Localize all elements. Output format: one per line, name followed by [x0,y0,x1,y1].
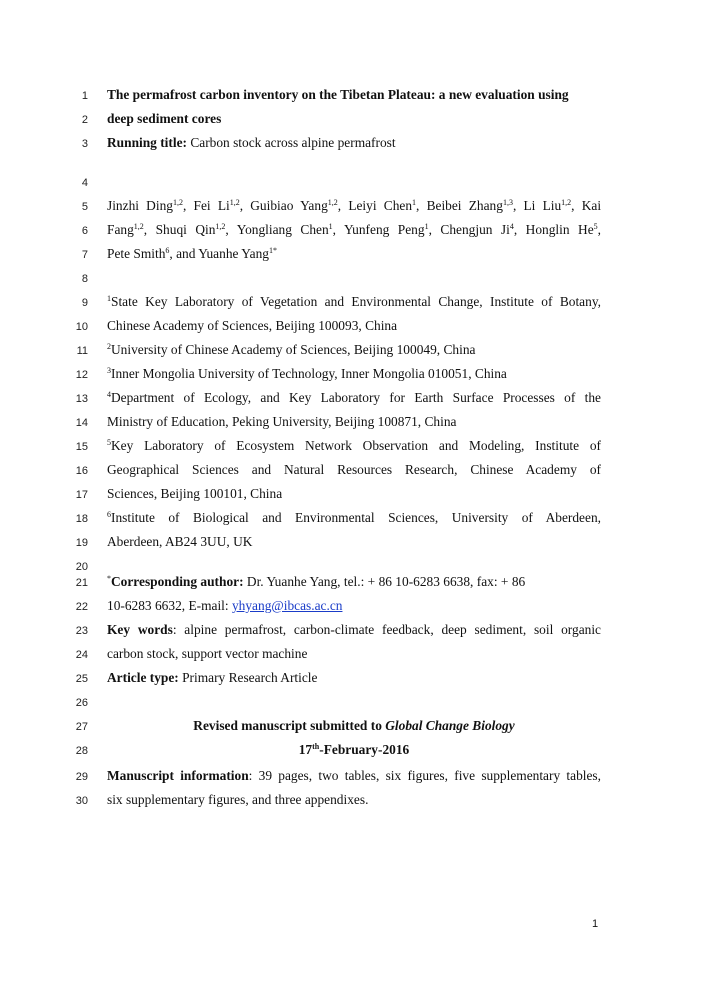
manuscript-info-line-1: Manuscript information: 39 pages, two tables, six figures, five supplementary tables, [107,768,601,783]
article-type: Article type: Primary Research Article [107,670,318,685]
submission-statement: Revised manuscript submitted to Global Change Biology [193,718,515,733]
keywords-line-2: carbon stock, support vector machine [107,646,308,661]
line-number: 11 [76,345,88,357]
keywords-line-1: Key words: alpine permafrost, carbon-climate feedback, deep sediment, soil organic [107,622,602,637]
line-1 [0,86,707,110]
line-28 [0,741,707,765]
line-number: 24 [75,649,88,661]
line-29 [0,767,707,791]
author: Chengjun Ji$^4$ [440,222,514,237]
line-4 [0,173,707,197]
author: Li Liu$^{1,2}$ [523,198,572,213]
line-9 [0,293,707,317]
line-number: 15 [75,441,88,453]
line-18 [0,509,707,533]
running-title: Running title: Carbon stock across alpine permafrost [107,135,396,150]
author: Yunfeng Peng$^1$ [343,222,429,237]
author: Honglin He$^5$ [525,222,598,237]
line-number: 22 [75,601,88,613]
line-number: 17 [75,489,88,501]
line-number: 19 [75,537,88,549]
line-number: 3 [81,138,88,150]
line-number: 21 [75,577,88,589]
author: Yuanhe Yang$^{1*}$ [198,246,277,261]
line-3 [0,134,707,158]
line-8 [0,269,707,293]
author: Beibei Zhang$^{1,3}$ [426,198,513,213]
author: Fei Li$^{1,2}$ [193,198,240,213]
author: Jinzhi Ding$^{1,2}$ [107,198,183,213]
line-number: 27 [75,721,88,733]
page-number: 1 [592,918,599,930]
email-link[interactable]: yhyang@ibcas.ac.cn [231,598,343,613]
authors-line-1: Jinzhi Ding$^{1,2}$, Fei Li$^{1,2}$, Guibiao Yang$^{1,2}$, Leiyi Chen$^1$, Beibei Zhang$^{1,3}$, Li Liu$^{1,2}$, Kai [107,198,602,213]
line-25 [0,669,707,693]
line-number: 14 [75,417,88,429]
submission-date: 17th-February-2016 [298,742,410,757]
affiliation-4-line-1: $^4$Department of Ecology, and Key Laboratory for Earth Surface Processes of the [107,390,601,405]
line-12 [0,365,707,389]
line-number: 29 [75,771,88,783]
authors-line-3: Pete Smith$^6$, and Yuanhe Yang$^{1*}$ [107,246,277,261]
line-number: 1 [81,90,88,102]
affiliation-6-line-1: $^6$Institute of Biological and Environmental Sciences, University of Aberdeen, [107,510,601,525]
affiliation-5-line-1: $^5$Key Laboratory of Ecosystem Network Observation and Modeling, Institute of [107,438,601,453]
manuscript-info-line-2: six supplementary figures, and three appendixes. [107,792,369,807]
title-line-2: deep sediment cores [107,111,222,126]
line-2 [0,110,707,134]
line-number: 10 [75,321,88,333]
affiliation-1-line-2: Chinese Academy of Sciences, Beijing 100093, China [107,318,398,333]
line-number: 25 [75,673,88,685]
line-11 [0,341,707,365]
line-26 [0,693,707,717]
line-number: 23 [75,625,88,637]
affiliation-3: $^3$Inner Mongolia University of Technology, Inner Mongolia 010051, China [107,366,507,381]
line-number: 5 [81,201,88,213]
line-number: 4 [81,177,88,189]
author: Fang$^{1,2}$ [107,222,144,237]
line-27 [0,717,707,741]
line-14 [0,413,707,437]
line-16 [0,461,707,485]
line-17 [0,485,707,509]
affiliation-5-line-2: Geographical Sciences and Natural Resources Research, Chinese Academy of [107,462,601,477]
line-22 [0,597,707,621]
author: Pete Smith$^6$ [107,246,170,261]
line-5 [0,197,707,221]
corresponding-author-line-2: 10-6283 6632, E-mail: yhyang@ibcas.ac.cn [107,598,343,613]
line-number: 20 [75,561,88,573]
line-number: 30 [75,795,88,807]
author: Leiyi Chen$^1$ [348,198,417,213]
line-13 [0,389,707,413]
line-number: 26 [75,697,88,709]
affiliation-1-line-1: $^1$State Key Laboratory of Vegetation and Environmental Change, Institute of Botany, [107,294,601,309]
line-23 [0,621,707,645]
line-number: 18 [75,513,88,525]
affiliation-6-line-2: Aberdeen, AB24 3UU, UK [107,534,253,549]
line-number: 13 [75,393,88,405]
line-21 [0,573,707,597]
affiliation-4-line-2: Ministry of Education, Peking University, Beijing 100871, China [107,414,457,429]
line-19 [0,533,707,557]
line-number: 2 [81,114,88,126]
line-number: 28 [75,745,88,757]
line-15 [0,437,707,461]
author: Shuqi Qin$^{1,2}$ [155,222,226,237]
line-number: 8 [81,273,88,285]
line-number: 16 [75,465,88,477]
affiliation-2: $^2$University of Chinese Academy of Sciences, Beijing 100049, China [107,342,476,357]
line-number: 6 [81,225,88,237]
line-7 [0,245,707,269]
affiliation-5-line-3: Sciences, Beijing 100101, China [107,486,283,501]
line-30 [0,791,707,815]
line-10 [0,317,707,341]
corresponding-author-line-1: *Corresponding author: Dr. Yuanhe Yang, tel.: + 86 10-6283 6638, fax: + 86 [107,574,526,589]
author: Yongliang Chen$^1$ [236,222,333,237]
author: Guibiao Yang$^{1,2}$ [250,198,338,213]
line-24 [0,645,707,669]
line-number: 9 [81,297,88,309]
line-6 [0,221,707,245]
authors-line-2: Fang$^{1,2}$, Shuqi Qin$^{1,2}$, Yongliang Chen$^1$, Yunfeng Peng$^1$, Chengjun Ji$^4$, Honglin He$^5$, [107,222,601,237]
line-number: 12 [75,369,88,381]
title-line-1: The permafrost carbon inventory on the Tibetan Plateau: a new evaluation using [107,87,569,102]
line-number: 7 [81,249,88,261]
